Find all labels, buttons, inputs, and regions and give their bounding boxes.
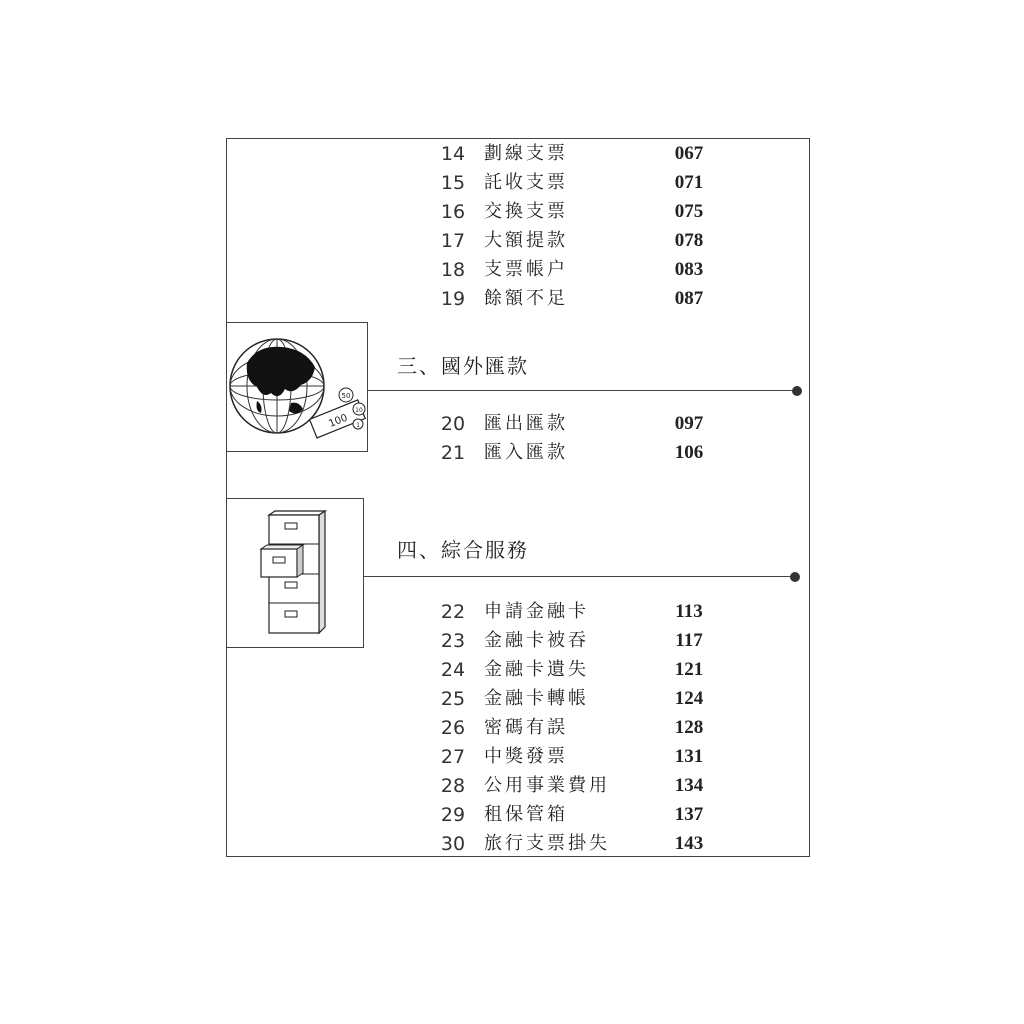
entry-page: 131 xyxy=(674,746,704,767)
entry-title: 密碼有誤 xyxy=(484,717,568,738)
entry-title: 金融卡被吞 xyxy=(484,630,589,651)
entry-page: 117 xyxy=(675,630,703,651)
entry-title: 公用事業費用 xyxy=(484,775,610,796)
entry-number: 25 xyxy=(440,688,466,710)
entry-page: 134 xyxy=(674,775,704,796)
banknote-value: 100 xyxy=(327,412,350,430)
entry-page: 113 xyxy=(675,601,703,622)
entry-page: 106 xyxy=(674,442,704,463)
entry-number: 15 xyxy=(440,172,466,194)
entry-page: 087 xyxy=(674,288,704,309)
entry-title: 劃線支票 xyxy=(484,143,568,164)
filing-cabinet-illustration xyxy=(226,498,364,648)
entry-page: 083 xyxy=(674,259,704,280)
entry-number: 26 xyxy=(440,717,466,739)
entry-page: 075 xyxy=(674,201,704,222)
section-rule-end-dot xyxy=(790,572,800,582)
entry-title: 金融卡轉帳 xyxy=(484,688,589,709)
globe-with-banknote-icon xyxy=(227,323,366,450)
globe-illustration xyxy=(226,322,368,452)
entry-number: 27 xyxy=(440,746,466,768)
entry-title: 支票帳户 xyxy=(484,259,568,280)
entry-number: 22 xyxy=(440,601,466,623)
entry-number: 30 xyxy=(440,833,466,855)
entry-number: 20 xyxy=(440,413,466,435)
filing-cabinet-icon xyxy=(227,499,362,646)
coin-value: 10 xyxy=(355,407,363,414)
section-rule-end-dot xyxy=(792,386,802,396)
entry-number: 16 xyxy=(440,201,466,223)
entry-page: 121 xyxy=(674,659,704,680)
entry-number: 23 xyxy=(440,630,466,652)
entry-title: 匯入匯款 xyxy=(484,442,568,463)
entry-number: 19 xyxy=(440,288,466,310)
entry-page: 078 xyxy=(674,230,704,251)
section-heading: 四、綜合服務 xyxy=(397,538,529,562)
coin-value: 50 xyxy=(341,392,351,400)
entry-page: 143 xyxy=(674,833,704,854)
entry-number: 18 xyxy=(440,259,466,281)
entry-page: 067 xyxy=(674,143,704,164)
entry-number: 24 xyxy=(440,659,466,681)
entry-number: 28 xyxy=(440,775,466,797)
entry-title: 託收支票 xyxy=(484,172,568,193)
section-rule xyxy=(368,390,796,391)
entry-page: 128 xyxy=(674,717,704,738)
entry-number: 21 xyxy=(440,442,466,464)
entry-title: 餘額不足 xyxy=(484,288,568,309)
entry-title: 金融卡遺失 xyxy=(484,659,589,680)
entry-title: 申請金融卡 xyxy=(484,601,589,622)
entry-title: 租保管箱 xyxy=(484,804,568,825)
section-rule xyxy=(364,576,794,577)
entry-page: 071 xyxy=(674,172,704,193)
entry-number: 14 xyxy=(440,143,466,165)
entry-title: 交換支票 xyxy=(484,201,568,222)
entry-page: 097 xyxy=(674,413,704,434)
entry-number: 17 xyxy=(440,230,466,252)
coin-value: 1 xyxy=(356,422,360,429)
entry-title: 中獎發票 xyxy=(484,746,568,767)
entry-number: 29 xyxy=(440,804,466,826)
entry-title: 旅行支票掛失 xyxy=(484,833,610,854)
entry-title: 大額提款 xyxy=(484,230,568,251)
entry-page: 137 xyxy=(674,804,704,825)
entry-page: 124 xyxy=(674,688,704,709)
section-heading: 三、國外匯款 xyxy=(397,354,529,378)
entry-title: 匯出匯款 xyxy=(484,413,568,434)
